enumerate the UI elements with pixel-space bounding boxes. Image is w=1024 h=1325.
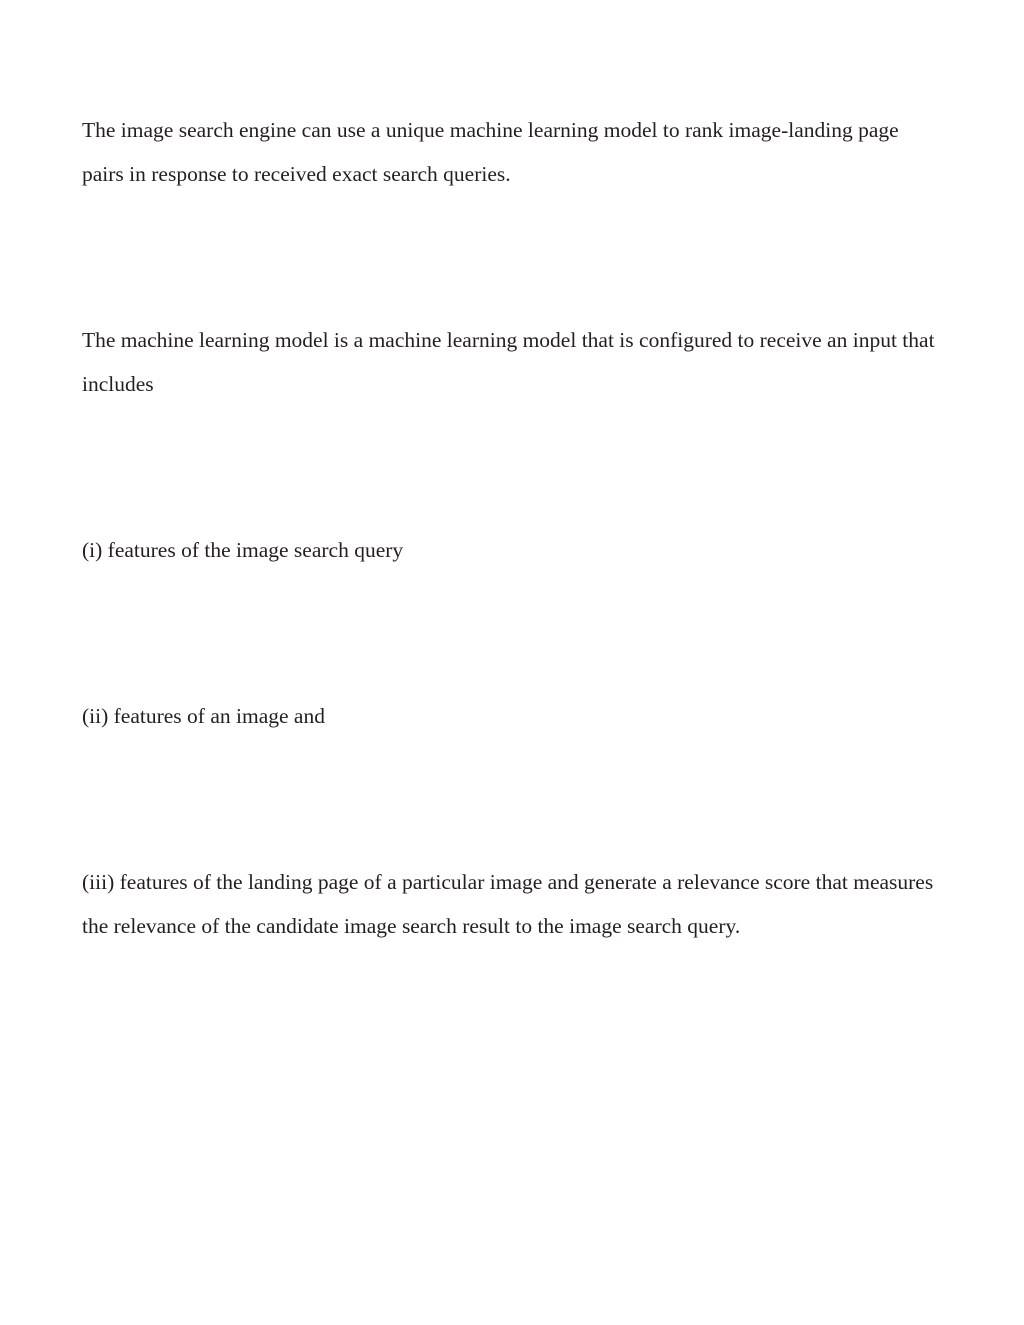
paragraph-spacer-4: [82, 738, 944, 860]
paragraph-4-item-ii: (ii) features of an image and: [82, 704, 325, 728]
paragraph-1: The image search engine can use a unique machine learning model to rank image-landing page pairs in response to received exact search queries.: [82, 118, 899, 186]
paragraph-2: The machine learning model is a machine learning model that is configured to receive an input that includes: [82, 328, 935, 396]
paragraph-spacer-1: [82, 196, 944, 318]
paragraph-5-item-iii: (iii) features of the landing page of a particular image and generate a relevance score that measures the relevance of the candidate image search result to the image search query.: [82, 870, 934, 938]
paragraph-3-item-i: (i) features of the image search query: [82, 538, 404, 562]
paragraph-spacer-2: [82, 406, 944, 528]
paragraph-spacer-3: [82, 572, 944, 694]
document-body: [82, 108, 944, 948]
